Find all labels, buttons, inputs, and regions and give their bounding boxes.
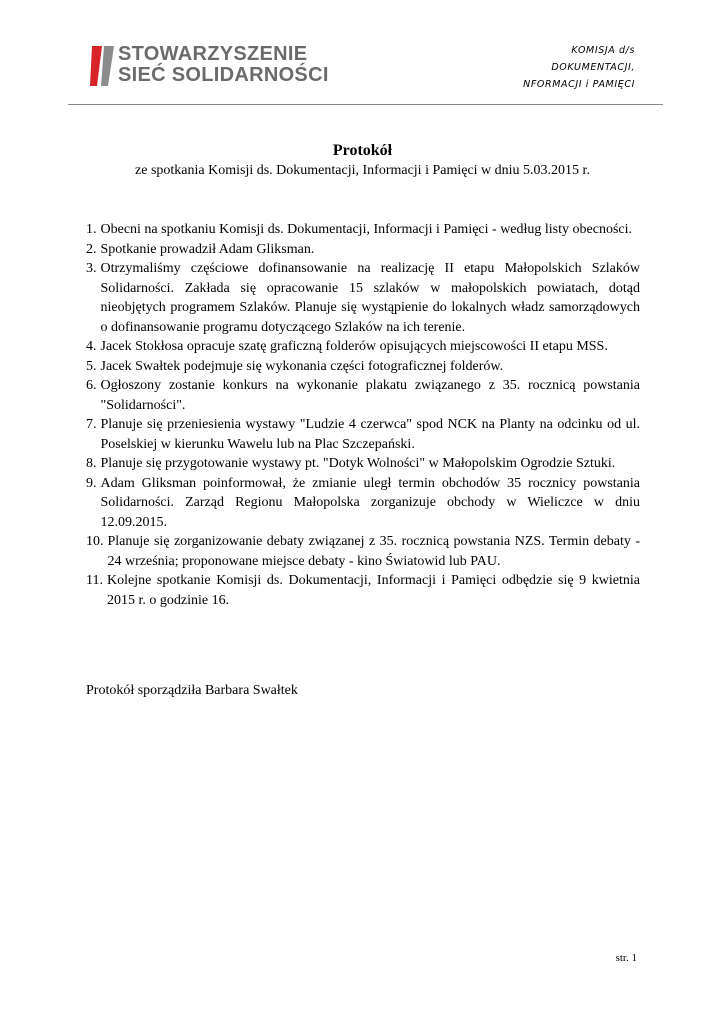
list-item [86,415,640,454]
commission-line-2: DOKUMENTACJI, [551,62,635,73]
item-text: Ogłoszony zostanie konkurs na wykonanie plakatu związanego z 35. rocznicą powstania "Solidarności". [100,378,640,413]
item-number: 8. [86,456,97,471]
item-number: 11. [86,573,103,588]
list-item [86,240,640,260]
item-text: Jacek Swałtek podejmuje się wykonania części fotograficznej folderów. [100,358,504,374]
document-title: Protokół [332,142,393,159]
document-subtitle: ze spotkania Komisji ds. Dokumentacji, Informacji i Pamięci w dniu 5.03.2015 r. [135,163,590,178]
list-item [86,220,640,240]
minutes-list [86,220,640,610]
item-text: Planuje się przeniesienia wystawy "Ludzie 4 czerwca" spod NCK na Planty na odcinku od ul. Poselskiej w kierunku Wawelu lub na Plac Szczepański. [100,417,640,452]
item-text: Planuje się zorganizowanie debaty związanej z 35. rocznicą powstania NZS. Termin debaty - 24 września; proponowane miejsce debaty - kino Światowid lub PAU. [107,534,640,569]
logo-line-1: STOWARZYSZENIE [118,43,308,65]
commission-line-3: NFORMACJI i PAMIĘCI [523,79,635,90]
item-text: Jacek Stokłosa opracuje szatę graficzną folderów opisujących miejscowości II etapu MSS. [100,339,608,354]
list-item [86,474,640,533]
list-item [86,376,640,415]
list-item [86,259,640,337]
item-text: Planuje się przygotowanie wystawy pt. "Dotyk Wolności" w Małopolskim Ogrodzie Sztuki. [100,456,616,471]
item-number: 4. [86,339,97,354]
item-number: 3. [86,261,97,276]
item-text: Obecni na spotkaniu Komisji ds. Dokumentacji, Informacji i Pamięci - według listy obecności. [100,222,633,237]
item-text: Kolejne spotkanie Komisji ds. Dokumentacji, Informacji i Pamięci odbędzie się 9 kwietnia 2015 r. o godzinie 16. [106,573,640,608]
item-number: 10. [86,534,104,549]
item-number: 1. [86,222,97,237]
logo-line-2: SIEĆ SOLIDARNOŚCI [118,64,329,86]
list-item [86,454,640,474]
commission-line-1: KOMISJA d/s [571,45,635,56]
header-divider [68,104,663,105]
logo-text [118,44,329,85]
item-text: Otrzymaliśmy częściowe dofinansowanie na realizację II etapu Małopolskich Szlaków Solidarności. Zakłada się opracowanie 15 szlaków w małopolskich powiatach, dotąd nieobjętych programem Szlaków. Planuje się wystąpienie do lokalnych władz samorządowych o dofinansowanie programu dotyczącego Szlaków na ich terenie. [100,261,640,335]
list-item [86,571,640,610]
item-text: Adam Gliksman poinformował, że zmianie uległ termin obchodów 35 rocznicy powstania Solidarności. Zarząd Regionu Małopolska zorganizuje obchody w Wieliczce w dniu 12.09.2015. [100,475,640,530]
list-item [86,337,640,357]
item-text: Spotkanie prowadził Adam Gliksman. [100,241,315,257]
page-number: str. 1 [615,952,637,964]
item-number: 2. [86,241,97,257]
item-number: 7. [86,417,97,432]
item-number: 9. [86,475,97,491]
item-number: 5. [86,358,97,374]
minutes-author: Protokół sporządziła Barbara Swałtek [86,683,298,698]
list-item [86,532,640,571]
commission-heading [523,42,635,93]
item-number: 6. [86,378,97,393]
logo-mark-icon [88,44,118,88]
list-item [86,357,640,377]
organization-logo [88,43,329,92]
